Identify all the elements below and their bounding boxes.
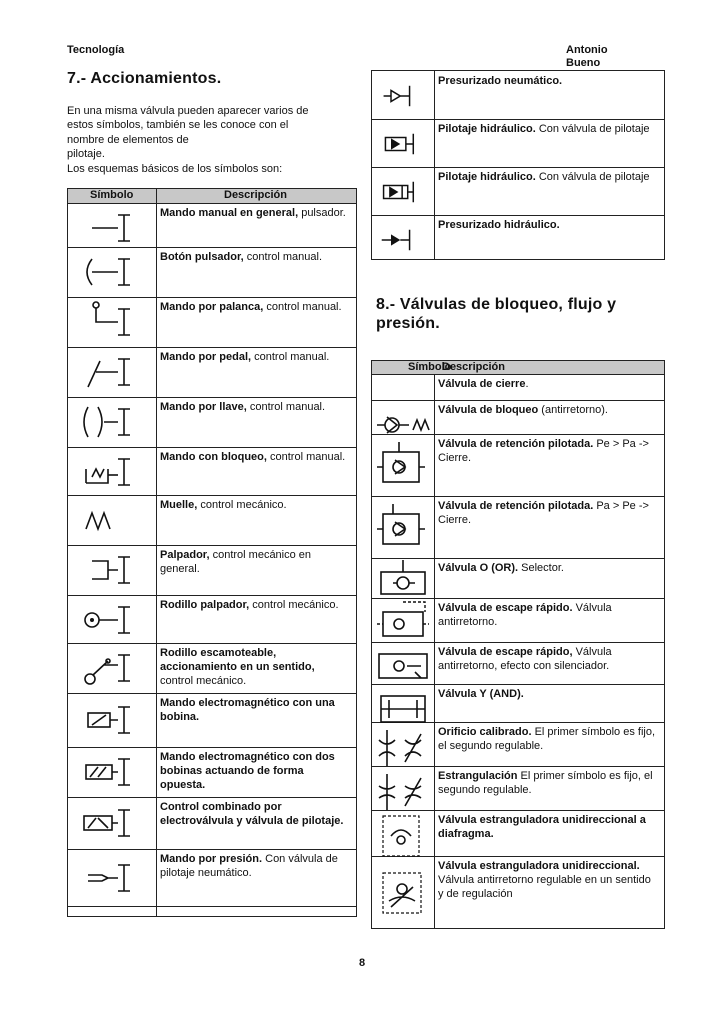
valve-row: [372, 598, 664, 643]
actuator-description: [160, 800, 350, 828]
actuator-description-detail: control manual.: [263, 301, 342, 313]
manual-general-icon: [78, 203, 134, 253]
roller-icon: [78, 595, 134, 645]
actuator-description: [160, 498, 350, 512]
valve-description-detail: El primer símbolo es fijo, el segundo regulable.: [438, 770, 653, 796]
actuator-description-detail: control manual.: [246, 401, 326, 413]
lock-icon: [78, 447, 134, 497]
piloted-check-icon: [374, 440, 432, 490]
actuator-row: [68, 397, 356, 448]
valve-description: [438, 403, 658, 417]
valve-description-term: Válvula de retención pilotada.: [438, 500, 594, 512]
piloted-check-2-icon: [374, 502, 432, 552]
actuator-description: [160, 750, 350, 792]
actuator-description-detail: pulsador.: [298, 207, 346, 219]
valve-description: [438, 645, 658, 673]
quick-exhaust-icon: [374, 598, 432, 648]
actuator-description-term: Mando por llave,: [160, 401, 247, 413]
hydraulic-pilot-2-icon: [378, 167, 430, 217]
solenoid-double-icon: [78, 747, 134, 797]
actuator-row: [68, 797, 356, 850]
actuator-description: [160, 300, 350, 314]
actuator-row: [68, 447, 356, 496]
actuator-row: [68, 747, 356, 798]
valve-description-term: Válvula de retención pilotada.: [438, 438, 594, 450]
actuator-row: [68, 247, 356, 298]
hydraulic-pressure-icon: [378, 215, 430, 265]
pressure-description-detail: Con válvula de pilotaje: [535, 171, 650, 183]
actuator-description-term: Mando con bloqueo,: [160, 451, 267, 463]
actuator-description-term: Mando por pedal,: [160, 351, 252, 363]
combined-pilot-icon: [78, 798, 134, 848]
one-way-throttle-icon: [374, 867, 432, 917]
actuator-description: [160, 450, 350, 464]
actuator-description: [160, 250, 350, 264]
valve-description: [438, 859, 658, 901]
col-description-header-8: Descripción: [442, 361, 505, 373]
valve-description: [438, 377, 658, 391]
actuator-description: [160, 696, 350, 724]
actuator-description-term: Mando por presión.: [160, 853, 263, 865]
valve-row: [372, 722, 664, 767]
valve-description: [438, 499, 658, 527]
actuator-description-detail: control manual.: [251, 351, 330, 363]
valve-description-detail: Pe > Pa -> Cierre.: [438, 438, 649, 464]
actuator-row: [68, 297, 356, 348]
header-author-last: Bueno: [566, 57, 601, 69]
pneumatic-pressure-icon: [378, 71, 430, 121]
valve-row: [372, 642, 664, 685]
actuator-description-detail: control mecánico.: [197, 499, 287, 511]
section7-intro: En una misma válvula pueden aparecer varios de estos símbolos, también se les conoce con el nombre de elementos de pilotaje. Los esquemas básicos de los símbolos son:: [67, 105, 309, 175]
valve-row: [372, 434, 664, 497]
actuator-row: [68, 849, 356, 907]
col-symbol-header: Símbolo: [90, 189, 134, 201]
pressure-description: [438, 170, 658, 184]
actuator-description-term: Mando manual en general,: [160, 207, 299, 219]
actuator-row: [68, 693, 356, 748]
diaphragm-throttle-icon: [374, 810, 432, 860]
page-number: 8: [359, 957, 366, 969]
valve-description-detail: Válvula antirretorno.: [438, 602, 612, 628]
actuator-row: [68, 595, 356, 644]
valve-description-term: Estrangulación: [438, 770, 518, 782]
valve-description-detail: Selector.: [518, 562, 564, 574]
actuator-description-term: Rodillo escamoteable, accionamiento en un sentido,: [160, 647, 315, 673]
valve-description-detail: Pa > Pe -> Cierre.: [438, 500, 649, 526]
actuator-description-term: Botón pulsador,: [160, 251, 244, 263]
valve-description-detail: .: [525, 378, 529, 390]
actuators-table-head: [68, 189, 356, 204]
actuator-description-term: Rodillo palpador,: [160, 599, 250, 611]
valves-table-head: [372, 361, 664, 375]
actuator-description: [160, 206, 350, 220]
pressure-icon: [78, 853, 134, 903]
actuator-row: [68, 545, 356, 596]
calibrated-orifice-icon: [374, 722, 432, 772]
header-author-first: Antonio: [566, 44, 608, 56]
actuator-description-detail: control mecánico.: [249, 599, 339, 611]
actuator-description: [160, 548, 350, 576]
hydraulic-pilot-icon: [378, 119, 430, 169]
pressure-row: [372, 167, 664, 216]
valve-description-term: Válvula estranguladora unidireccional.: [438, 860, 640, 872]
actuator-row: [68, 347, 356, 398]
valve-description-term: Válvula Y (AND).: [438, 688, 524, 700]
valve-row: [372, 856, 664, 929]
col-description-header: Descripción: [224, 189, 287, 201]
pressure-description-term: Presurizado neumático.: [438, 75, 563, 87]
actuator-description-detail: control manual.: [266, 451, 346, 463]
valve-row: [372, 400, 664, 435]
pressure-description-term: Presurizado hidráulico.: [438, 219, 560, 231]
pressure-description: [438, 74, 658, 88]
pressure-description-term: Pilotaje hidráulico.: [438, 123, 536, 135]
actuator-description-term: Palpador,: [160, 549, 210, 561]
valve-description-term: Orificio calibrado.: [438, 726, 532, 738]
actuator-description: [160, 852, 350, 880]
valve-description-detail: El primer símbolo es fijo, el segundo regulable.: [438, 726, 656, 752]
valve-description: [438, 687, 658, 701]
valve-description-detail: Válvula antirretorno regulable en un sentido y de regulación: [438, 874, 651, 900]
actuator-description-term: Mando por palanca,: [160, 301, 264, 313]
actuator-description-term: Control combinado por electroválvula y válvula de pilotaje.: [160, 801, 344, 827]
valve-description-term: Válvula de escape rápido.: [438, 602, 573, 614]
actuator-row: [68, 495, 356, 546]
plunger-icon: [78, 545, 134, 595]
spring-icon: [78, 495, 134, 545]
valve-row: [372, 766, 664, 811]
pressure-row: [372, 71, 664, 120]
valve-description: [438, 769, 658, 797]
actuator-description: [160, 646, 350, 688]
actuator-description-term: Muelle,: [160, 499, 198, 511]
actuator-description: [160, 598, 350, 612]
key-icon: [78, 397, 134, 447]
valve-description-term: Válvula de cierre: [438, 378, 526, 390]
valves-table: [371, 360, 665, 929]
folding-roller-icon: [78, 643, 134, 693]
actuator-description: [160, 400, 350, 414]
valve-row: [372, 496, 664, 559]
valve-row: [372, 810, 664, 857]
actuators-table: [67, 188, 357, 917]
valve-description: [438, 601, 658, 629]
pressure-description: [438, 218, 658, 232]
pressure-description: [438, 122, 658, 136]
valve-row: [372, 684, 664, 723]
actuator-row: [68, 643, 356, 694]
push-button-icon: [78, 247, 134, 297]
lever-icon: [78, 297, 134, 347]
valve-description-term: Válvula de bloqueo: [438, 404, 539, 416]
pressure-table: [371, 70, 665, 260]
solenoid-single-icon: [78, 695, 134, 745]
valve-row: [372, 558, 664, 599]
section8-title-2: presión.: [376, 315, 440, 332]
actuator-description-detail: control mecánico en general.: [160, 549, 312, 575]
pedal-icon: [78, 347, 134, 397]
valve-description-term: Válvula O (OR).: [438, 562, 519, 574]
valve-description-term: Válvula estranguladora unidireccional a diafragma.: [438, 814, 646, 840]
actuator-description-detail: Con válvula de pilotaje neumático.: [160, 853, 338, 879]
col-symbol-header-8: Símbolo: [408, 361, 452, 373]
actuator-row: [68, 203, 356, 248]
throttle-icon: [374, 766, 432, 816]
header-left: Tecnología: [67, 44, 125, 56]
actuator-description-detail: control manual.: [243, 251, 322, 263]
actuator-description-detail: control mecánico.: [160, 675, 247, 687]
actuator-description: [160, 350, 350, 364]
pressure-description-detail: Con válvula de pilotaje: [535, 123, 650, 135]
pressure-description-term: Pilotaje hidráulico.: [438, 171, 536, 183]
valve-description: [438, 561, 658, 575]
valve-description-detail: (antirretorno).: [538, 404, 608, 416]
valve-description: [438, 725, 658, 753]
section7-title: 7.- Accionamientos.: [67, 70, 222, 87]
valve-description-detail: Válvula antirretorno, efecto con silenciador.: [438, 646, 612, 672]
actuator-description-term: Mando electromagnético con una bobina.: [160, 697, 335, 723]
pressure-row: [372, 215, 664, 260]
actuator-description-term: Mando electromagnético con dos bobinas actuando de forma opuesta.: [160, 751, 335, 791]
pressure-row: [372, 119, 664, 168]
valve-description: [438, 813, 658, 841]
valve-description-term: Válvula de escape rápido,: [438, 646, 573, 658]
valve-row: [372, 374, 664, 401]
valve-description: [438, 437, 658, 465]
section8-title-1: 8.- Válvulas de bloqueo, flujo y: [376, 296, 617, 313]
